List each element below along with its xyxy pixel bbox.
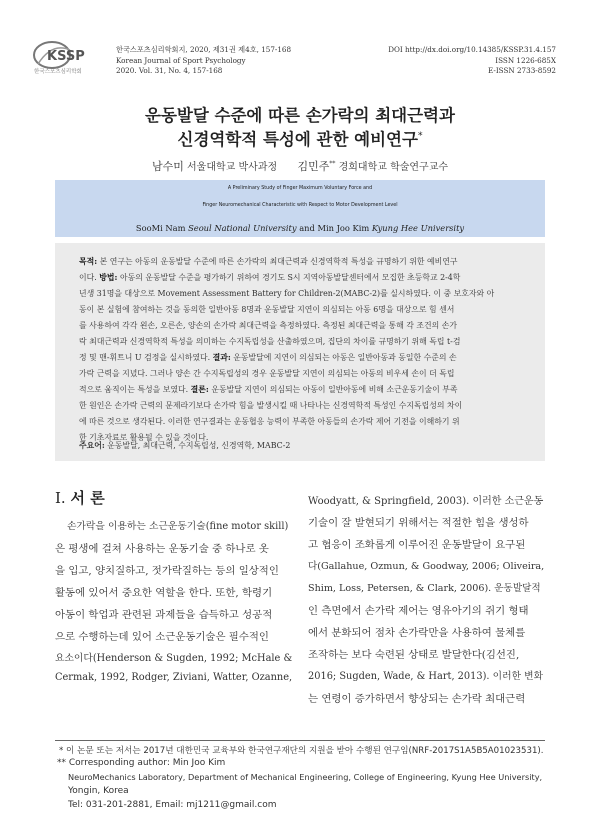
eissn-line: E-ISSN 2733-8592 <box>488 66 556 76</box>
english-affil1: Seoul National University <box>188 223 297 233</box>
body-right-line: Shim, Loss, Petersen, & Clark, 2006). 운동발달적 <box>308 583 541 594</box>
abstract-line: 적으로 움직이는 특성을 보였다. 결론: 운동발달 지연이 의심되는 아동이 일반아동에 비해 소근운동기술이 부족 <box>79 385 458 394</box>
logo-subtext: 한국스포츠심리학회 <box>34 69 82 75</box>
label-conclusion: 결론: <box>190 385 209 394</box>
body-right-line: 기술이 잘 발현되기 위해서는 적절한 힘을 생성하 <box>308 517 529 529</box>
keywords-list: 운동발달, 최대근력, 수지독립성, 신경역학, MABC-2 <box>104 441 291 450</box>
abstract-line: 목적: 본 연구는 아동의 운동발달 수준에 따른 손가락의 최대근력과 신경역학적 특성을 규명하기 위한 예비연구 <box>79 257 458 266</box>
english-authors <box>55 223 545 233</box>
journal-logo <box>30 40 104 76</box>
author2-mark: ** <box>329 160 336 168</box>
body-left-line: 으로 수행하는데 있어 소근운동기술은 필수적인 <box>55 631 269 643</box>
kssp-logo-icon <box>30 40 104 76</box>
footnote-corresponding: ** Corresponding author: Min Joo Kim <box>57 758 226 768</box>
abstract-line: 한 기초자료로 활용될 수 있을 것이다. <box>79 433 209 442</box>
body-left-line: 활동에 있어서 중요한 역할을 한다. 또한, 학령기 <box>55 587 273 599</box>
abstract-line: 한 원인은 손가락 근력의 문제라기보다 손가락 힘을 발생시킬 때 나타나는 신경역학적 특성인 수지독립성의 차이 <box>79 401 463 410</box>
footnote-address: NeuroMechanics Laboratory, Department of Mechanical Engineering, College of Engineering, Kyung Hee University, <box>68 772 543 782</box>
body-right-line: 다(Gallahue, Ozmun, & Goodway, 2006; Oliveira, <box>308 561 545 572</box>
journal-info-line: 2020. Vol. 31, No. 4, 157-168 <box>116 66 223 76</box>
body-left-line: 아동이 학업과 관련된 과제들을 습득하고 성공적 <box>55 609 273 621</box>
author1-name: 남수미 <box>151 160 184 173</box>
body-left-line: 을 입고, 양치질하고, 젓가락질하는 등의 일상적인 <box>55 565 279 577</box>
body-left-line: 요소이다(Henderson & Sugden, 1992; McHale & <box>55 653 293 664</box>
abstract-line: 락 최대근력과 신경역학적 특성을 의미하는 수지독립성을 산출하였으며, 집단의 차이를 규명하기 위해 독립 t-검 <box>79 337 461 346</box>
issn-line: ISSN 1226-685X <box>495 55 556 65</box>
abstract-line: 정 및 맨-휘트니 U 검정을 실시하였다. 결과: 운동발달에 지연이 의심되는 아동은 일반아동과 동일한 수준의 손 <box>79 353 457 362</box>
section-number: I. <box>55 489 66 507</box>
abstract-line: 를 사용하여 각각 왼손, 오른손, 양손의 손가락 최대근력을 측정하였다. 측정된 최대근력을 통해 각 조건의 손가 <box>79 321 458 330</box>
logo-text: KSSP <box>47 49 85 64</box>
footnote-contact: Tel: 031-201-2881, Email: mj1211@gmail.com <box>68 800 277 810</box>
english-author1: SooMi Nam <box>135 223 186 233</box>
keywords <box>79 440 525 451</box>
author2-name: 김민주 <box>297 160 330 173</box>
title-footnote-mark: * <box>417 131 423 142</box>
korean-title-line1: 운동발달 수준에 따른 손가락의 최대근력과 <box>145 106 455 125</box>
doi-line: DOI http://dx.doi.org/10.14385/KSSP.31.4.157 <box>388 45 556 54</box>
section-title: 서 론 <box>70 489 105 507</box>
english-title-line1: A Preliminary Study of Finger Maximum Voluntary Force and <box>227 186 373 191</box>
label-result: 결과: <box>212 353 231 362</box>
abstract-line: 동이 본 실험에 참여하는 것을 동의한 일반아동 8명과 운동발달 지연이 의심되는 아동 6명을 대상으로 힘 센서 <box>79 305 455 314</box>
body-right-line: 에서 분화되어 점차 손가락만을 사용하여 물체를 <box>308 627 526 639</box>
label-purpose: 목적: <box>79 257 98 266</box>
journal-info <box>116 45 291 77</box>
english-author2: Min Joo Kim <box>317 223 370 233</box>
footnote-divider <box>55 740 545 741</box>
journal-info-line: 한국스포츠심리학회지, 2020, 제31권 제4호, 157-168 <box>116 45 292 54</box>
body-right-line: 인 측면에서 손가락 제어는 영유아기의 쥐기 형태 <box>308 605 529 617</box>
korean-authors <box>0 158 600 174</box>
abstract-line: 이다. 방법: 아동의 운동발달 수준을 평가하기 위하여 경기도 S시 지역아동발달센터에서 모집한 초등학교 2-4학 <box>79 273 461 282</box>
footnote-city: Yongin, Korea <box>68 786 129 796</box>
footnote-funding: * 이 논문 또는 저서는 2017년 대한민국 교육부와 한국연구재단의 지원을 받아 수행된 연구임(NRF-2017S1A5B5A01023531). <box>59 746 544 756</box>
body-right-line: 고 협응이 조화롭게 이루어진 운동발달이 요구된 <box>308 539 526 551</box>
english-affil2: Kyung Hee University <box>371 223 465 233</box>
english-and: and <box>299 223 315 233</box>
body-left-line: Cermak, 1992, Rodger, Ziviani, Watter, Ozanne, <box>55 672 293 683</box>
korean-title-line2 <box>0 126 600 150</box>
body-right-line: Woodyatt, & Springfield, 2003). 이러한 소근운동 <box>308 496 544 507</box>
doi-issn-info <box>388 45 556 77</box>
abstract-line: 년생 31명을 대상으로 Movement Assessment Battery for Children-2(MABC-2)를 실시하였다. 이 중 보호자와 아 <box>79 289 495 298</box>
section-heading <box>55 487 105 508</box>
body-left-line: 은 평생에 걸쳐 사용하는 운동기술 중 하나로 옷 <box>55 543 269 555</box>
abstract-line: 가락 근력을 지녔다. 그러나 양손 간 수지독립성의 경우 운동발달 지연이 의심되는 아동의 비우세 손이 더 독립 <box>79 369 455 378</box>
body-right-line: 2016; Sugden, Wade, & Hart, 2013). 이러한 변화 <box>308 671 544 682</box>
body-right-line: 는 연령이 증가하면서 향상되는 손가락 최대근력 <box>308 693 526 705</box>
label-method: 방법: <box>99 273 118 282</box>
journal-info-line: Korean Journal of Sport Psychology <box>116 55 246 65</box>
abstract-line: 에 따른 것으로 생각된다. 이러한 연구결과는 운동협응 능력이 부족한 아동들의 손가락 제어 기전을 이해하기 위 <box>79 417 460 426</box>
body-left-line: 손가락을 이용하는 소근운동기술(fine motor skill) <box>67 521 289 532</box>
author1-affiliation: 서울대학교 박사과정 <box>187 162 278 173</box>
author2-affiliation: 경희대학교 학술연구교수 <box>338 162 449 173</box>
body-right-line: 조작하는 보다 숙련된 상태로 발달한다(김선진, <box>308 649 520 661</box>
english-title-line2: Finger Neuromechanical Characteristic with Respect to Motor Development Level <box>202 203 398 208</box>
korean-title-text: 신경역학적 특성에 관한 예비연구 <box>177 130 418 149</box>
keywords-label: 주요어: <box>79 441 105 450</box>
